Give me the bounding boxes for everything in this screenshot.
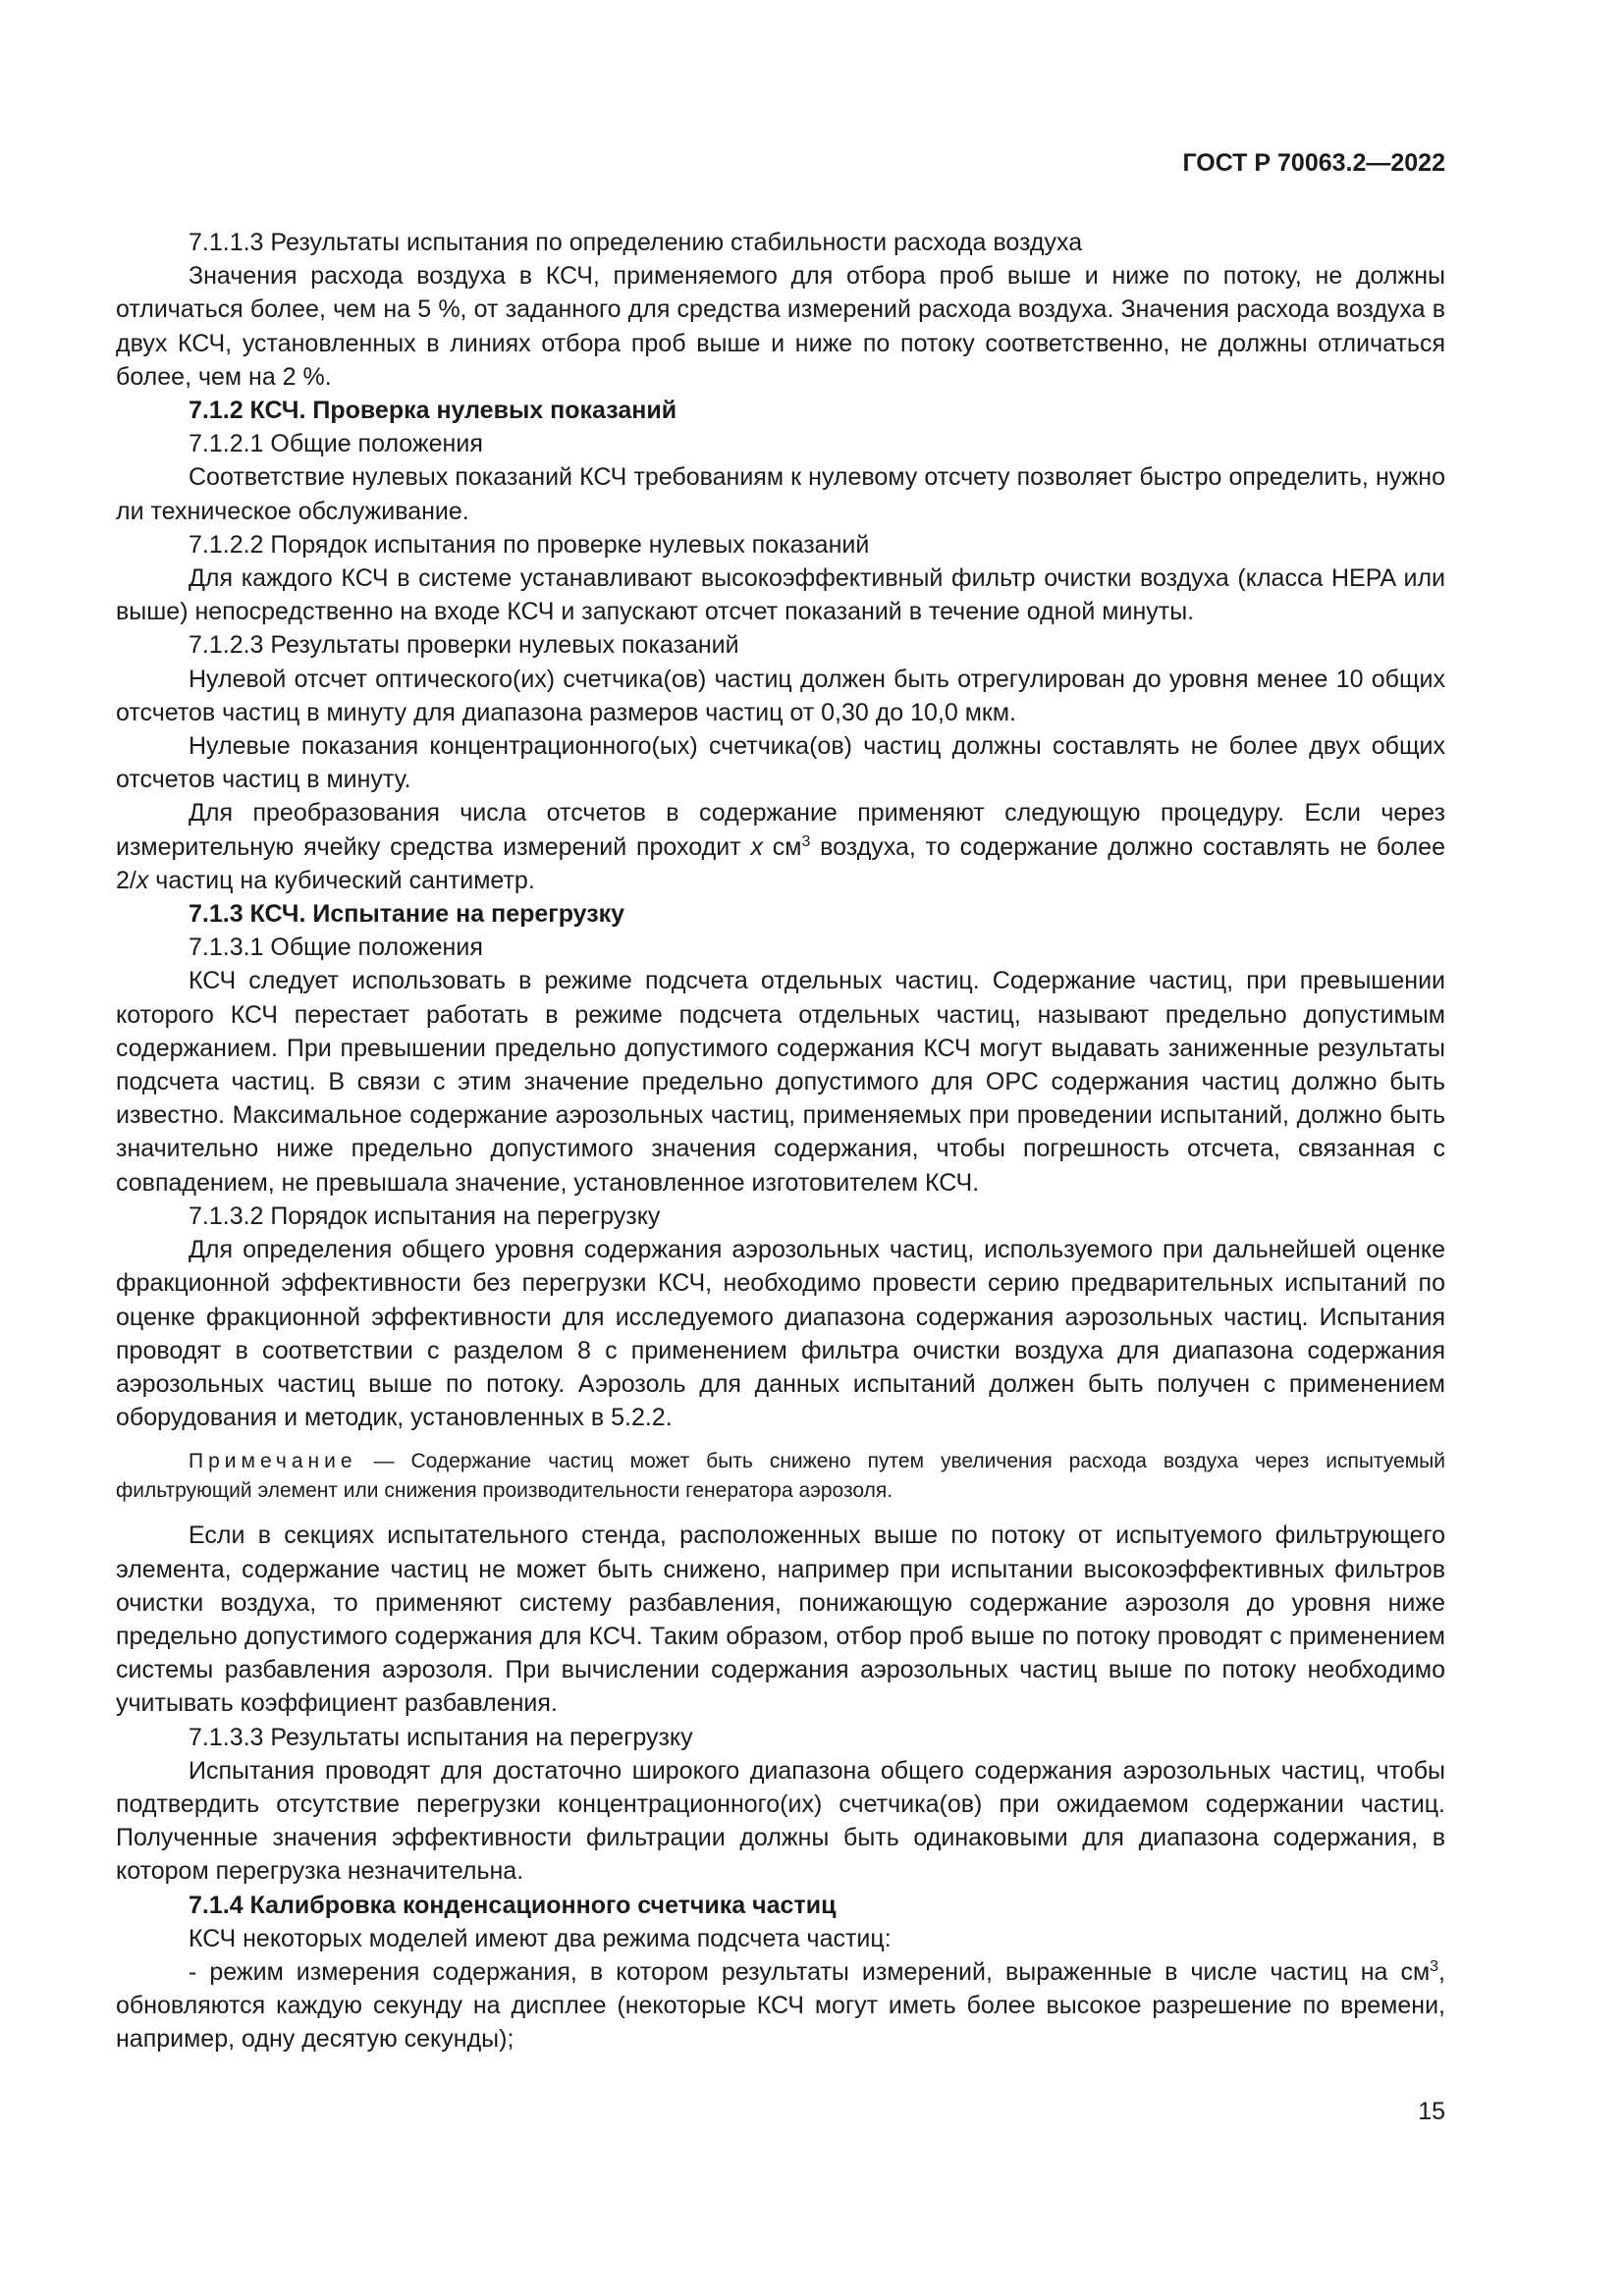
note <box>116 1447 1445 1506</box>
section-heading: 7.1.3 КСЧ. Испытание на перегрузку <box>189 900 625 929</box>
paragraph: 7.1.2.1 Общие положения <box>189 430 483 458</box>
paragraph: КСЧ некоторых моделей имеют два режима подсчета частиц: <box>189 1924 892 1952</box>
paragraph: Для определения общего уровня содержания аэрозольных частиц, используемого при дальнейшей оценке фракционной эффективности без перегрузки КСЧ, необходимо провести серию предварительных испытаний по оценке фракционной эффективности для исследуемого диапазона содержания аэрозольных частиц. Испытания проводят в соответствии с разделом 8 с применением фильтра очистки воздуха для диапазона содержания аэрозольных частиц выше по потоку. Аэрозоль для данных испытаний должен быть получен с применением оборудования и методик, установленных в 5.2.2. <box>116 1236 1445 1432</box>
paragraph: 7.1.1.3 Результаты испытания по определению стабильности расхода воздуха <box>189 229 1083 256</box>
paragraph: 7.1.2.2 Порядок испытания по проверке нулевых показаний <box>189 530 870 559</box>
paragraph: Значения расхода воздуха в КСЧ, применяемого для отбора проб выше и ниже по потоку, не должны отличаться более, чем на 5 %, от заданного для средства измерений расхода воздуха. Значения расхода воздуха в двух КСЧ, установленных в линиях отбора проб выше и ниже по потоку соответственно, не должны отличаться более, чем на 2 %. <box>116 262 1445 391</box>
paragraph: Испытания проводят для достаточно широкого диапазона общего содержания аэрозольных частиц, чтобы подтвердить отсутствие перегрузки концентрационного(их) счетчика(ов) при ожидаемом содержании частиц. Полученные значения эффективности фильтрации должны быть одинаковыми для диапазона содержания, в котором перегрузка незначительна. <box>116 1756 1445 1886</box>
paragraph: 7.1.3.1 Общие положения <box>189 934 483 962</box>
paragraph-formula: Для преобразования числа отсчетов в содержание применяют следующую процедуру. Если через измерительную ячейку средства измерений проходит x $см^3$ воздуха, то содержание должно составлять не более 2/x частиц на кубический сантиметр. <box>116 799 1445 894</box>
paragraph: 7.1.3.3 Результаты испытания на перегрузку <box>189 1723 693 1751</box>
section-heading: 7.1.4 Калибровка конденсационного счетчика частиц <box>189 1891 837 1919</box>
document-body <box>116 226 1445 2056</box>
paragraph: Нулевые показания концентрационного(ых) счетчика(ов) частиц должны составлять не более двух общих отсчетов частиц в минуту. <box>116 732 1445 794</box>
list-item: - режим измерения содержания, в котором результаты измерений, выраженные в числе частиц на $см^3$, обновляются каждую секунду на дисплее (некоторые КСЧ могут иметь более высокое разрешение по времени, например, одну десятую секунды); <box>116 1957 1445 2054</box>
paragraph: Если в секциях испытательного стенда, расположенных выше по потоку от испытуемого фильтрующего элемента, содержание частиц не может быть снижено, например при испытании высокоэффективных фильтров очистки воздуха, то применяют систему разбавления, понижающую содержание аэрозоля до уровня ниже предельно допустимого содержания для КСЧ. Таким образом, отбор проб выше по потоку проводят с применением системы разбавления аэрозоля. При вычислении содержания аэрозольных частиц выше по потоку необходимо учитывать коэффициент разбавления. <box>116 1522 1445 1718</box>
paragraph: Соответствие нулевых показаний КСЧ требованиям к нулевому отсчету позволяет быстро определить, нужно ли техническое обслуживание. <box>116 463 1445 525</box>
paragraph: Нулевой отсчет оптического(их) счетчика(ов) частиц должен быть отрегулирован до уровня менее 10 общих отсчетов частиц в минуту для диапазона размеров частиц от 0,30 до 10,0 мкм. <box>116 665 1445 726</box>
paragraph: 7.1.2.3 Результаты проверки нулевых показаний <box>189 631 739 660</box>
page-number: 15 <box>1418 2098 1445 2125</box>
paragraph: КСЧ следует использовать в режиме подсчета отдельных частиц. Содержание частиц, при превышении которого КСЧ перестает работать в режиме подсчета отдельных частиц, называют предельно допустимым содержанием. При превышении предельно допустимого содержания КСЧ могут выдавать заниженные результаты подсчета частиц. В связи с этим значение предельно допустимого для ОРС содержания частиц должно быть известно. Максимальное содержание аэрозольных частиц, применяемых при проведении испытаний, должно быть значительно ниже предельно допустимого значения содержания, чтобы погрешность отсчета, связанная с совпадением, не превышала значение, установленное изготовителем КСЧ. <box>116 967 1445 1197</box>
document-header: ГОСТ Р 70063.2—2022 <box>1182 149 1445 177</box>
paragraph: Для каждого КСЧ в системе устанавливают высокоэффективный фильтр очистки воздуха (класса HEPA или выше) непосредственно на входе КСЧ и запускают отсчет показаний в течение одной минуты. <box>116 564 1445 626</box>
section-heading: 7.1.2 КСЧ. Проверка нулевых показаний <box>189 397 677 425</box>
note-text: — Содержание частиц может быть снижено путем увеличения расхода воздуха через испытуемый фильтрующий элемент или снижения производительности генератора аэрозоля. <box>116 1450 1445 1503</box>
paragraph: 7.1.3.2 Порядок испытания на перегрузку <box>189 1201 661 1230</box>
note-label: Примечание <box>189 1450 357 1473</box>
